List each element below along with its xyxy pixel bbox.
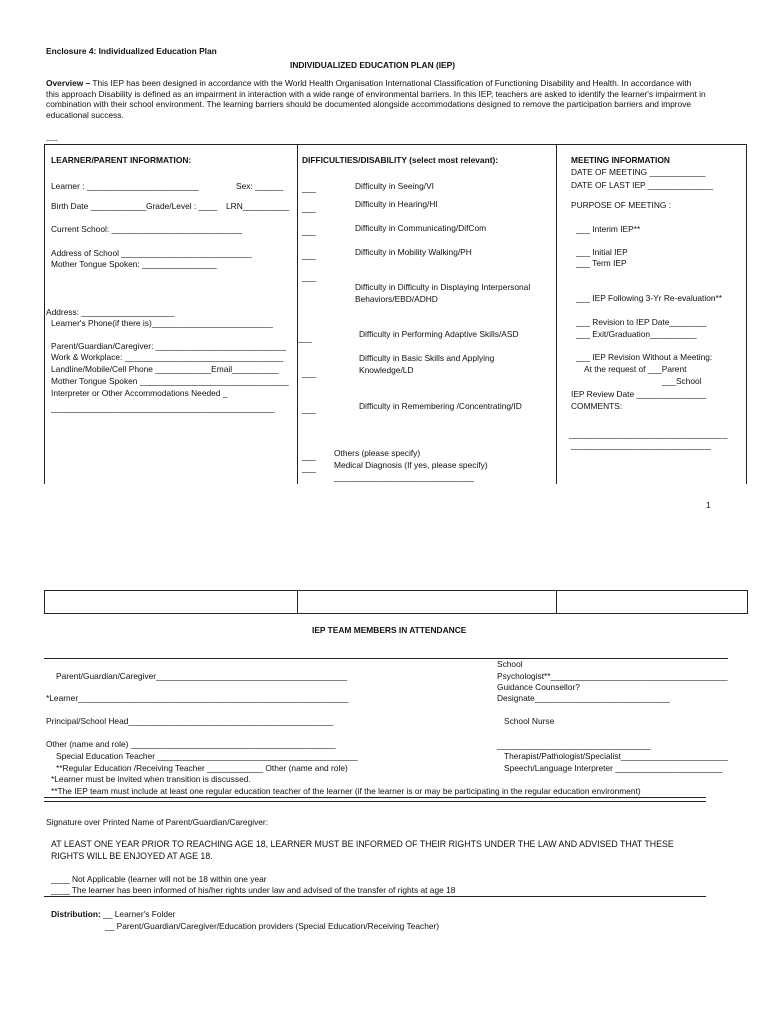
mother-tongue-field: Mother Tongue Spoken: ________________ [51, 259, 217, 269]
distribution-label: Distribution: [51, 909, 101, 919]
signature-label: Signature over Printed Name of Parent/Guardian/Caregiver: [46, 817, 269, 827]
team-top-rule [44, 658, 728, 659]
team-speech-line: Speech/Language Interpreter _______________________ [504, 763, 723, 773]
overview-paragraph [46, 78, 706, 120]
check-blank: ___ [298, 333, 312, 343]
medical-diagnosis-item: Medical Diagnosis (If yes, please specify) [334, 460, 488, 470]
continuation-table [44, 590, 748, 614]
address-of-school-field: Address of School ____________________________ [51, 248, 252, 258]
table-left-border [44, 144, 45, 484]
parent-field: Parent/Guardian/Caregiver: ____________________________ [51, 341, 287, 351]
difficulty-item: Difficulty in Communicating/DifCom [355, 223, 487, 233]
team-learner-line: *Learner__________________________________________________________ [46, 693, 349, 703]
page-title: INDIVIDUALIZED EDUCATION PLAN (IEP) [290, 60, 456, 70]
request-parent-option: At the request of ___Parent [584, 364, 687, 374]
check-blank: ___ [302, 463, 316, 473]
purpose-of-meeting-label: PURPOSE OF MEETING : [571, 200, 672, 210]
date-of-meeting-field: DATE OF MEETING ____________ [571, 167, 706, 177]
difficulty-item: Difficulty in Basic Skills and Applying [359, 353, 495, 363]
team-sped-teacher-line: Special Education Teacher ___________________________________________ [56, 751, 358, 761]
team-guidance-label: Guidance Counsellor? [497, 682, 580, 692]
rights-informed-option: ____ The learner has been informed of his/her rights under law and advised of the transfer of rights at age 18 [51, 885, 456, 895]
revision-option: ___ Revision to IEP Date________ [576, 317, 707, 327]
team-bottom-rule [44, 797, 706, 798]
address-field: Address: ____________________ [46, 307, 175, 317]
comments-label: COMMENTS: [571, 401, 623, 411]
table-right-border [746, 144, 747, 484]
distribution-line-2: __ Parent/Guardian/Caregiver/Education providers (Special Education/Receiving Teacher) [105, 921, 440, 931]
lrn-field: LRN__________ [226, 201, 290, 211]
team-designate-line: Designate_____________________________ [497, 693, 670, 703]
distribution-line-1 [51, 909, 175, 919]
comments-line: __________________________________ [569, 429, 728, 439]
team-therapist-line: Therapist/Pathologist/Specialist_______________________ [504, 751, 728, 761]
enclosure-label: Enclosure 4: Individualized Education Plan [46, 46, 217, 56]
short-divider [46, 140, 58, 141]
difficulty-item: Knowledge/LD [359, 365, 414, 375]
difficulty-item: Difficulty in Difficulty in Displaying Interpersonal [355, 282, 531, 292]
team-members-heading: IEP TEAM MEMBERS IN ATTENDANCE [312, 625, 467, 635]
team-school-nurse-label: School Nurse [504, 716, 555, 726]
team-school-label: School [497, 659, 523, 669]
interim-iep-option: ___ Interim IEP** [576, 224, 641, 234]
current-school-field: Current School: ____________________________ [51, 224, 242, 234]
check-blank: ___ [302, 250, 316, 260]
difficulty-item: Difficulty in Hearing/HI [355, 199, 438, 209]
difficulty-item: Difficulty in Remembering /Concentrating/ID [359, 401, 522, 411]
distribution-learner-folder: __ Learner's Folder [100, 909, 176, 919]
continuation-divider-2 [556, 590, 557, 613]
check-blank: ___ [302, 272, 316, 282]
learner-phone-field: Learner's Phone(if there is)__________________________ [51, 318, 273, 328]
birth-date-field: Birth Date ____________ [51, 201, 147, 211]
exit-graduation-option: ___ Exit/Graduation__________ [576, 329, 697, 339]
overview-label: Overview – [46, 78, 91, 88]
interpreter-blank-line: ________________________________________________ [51, 403, 275, 413]
work-field: Work & Workplace: __________________________________ [51, 352, 284, 362]
initial-iep-option: ___ Initial IEP [576, 247, 628, 257]
interpreter-field: Interpreter or Other Accommodations Needed _ [51, 388, 228, 398]
date-of-last-iep-field: DATE OF LAST IEP ______________ [571, 180, 714, 190]
team-note-regular-teacher: **The IEP team must include at least one regular education teacher of the learner (if the learner is or may be participating in the regular education environment) [51, 786, 641, 796]
age18-notice-line1: AT LEAST ONE YEAR PRIOR TO REACHING AGE 18, LEARNER MUST BE INFORMED OF THEIR RIGHTS UNDER THE LAW AND ADVISED THAT THESE [51, 839, 674, 849]
iep-review-date-field: IEP Review Date _______________ [571, 389, 707, 399]
team-principal-line: Principal/School Head____________________________________________ [46, 716, 334, 726]
check-blank: ___ [302, 404, 316, 414]
difficulty-item: Difficulty in Seeing/VI [355, 181, 434, 191]
difficulty-item: Difficulty in Mobility Walking/PH [355, 247, 472, 257]
difficulties-heading: DIFFICULTIES/DISABILITY (select most relevant): [302, 155, 499, 165]
check-blank: ___ [302, 451, 316, 461]
check-blank: ___ [302, 368, 316, 378]
check-blank: ___ [302, 183, 316, 193]
difficulty-item: Difficulty in Performing Adaptive Skills/ASD [359, 329, 519, 339]
team-parent-line: Parent/Guardian/Caregiver_________________________________________ [56, 671, 348, 681]
term-iep-option: ___ Term IEP [576, 258, 627, 268]
page-number: 1 [706, 500, 711, 510]
team-psychologist-line: Psychologist**______________________________________ [497, 671, 728, 681]
medical-diagnosis-line: ______________________________ [334, 472, 474, 482]
team-other-line: Other (name and role) ____________________________________________ [46, 739, 336, 749]
check-blank: ___ [302, 203, 316, 213]
footer-rule [44, 896, 706, 897]
age18-notice-line2: RIGHTS WILL BE ENJOYED AT AGE 18. [51, 851, 213, 861]
learner-field: Learner : ________________________ [51, 181, 199, 191]
others-item: Others (please specify) [334, 448, 421, 458]
table-divider-2 [556, 144, 557, 484]
revision-without-meeting-option: ___ IEP Revision Without a Meeting: [576, 352, 713, 362]
learner-info-heading: LEARNER/PARENT INFORMATION: [51, 155, 192, 165]
comments-line: ______________________________ [571, 440, 711, 450]
team-bottom-rule-2 [44, 801, 706, 802]
meeting-info-heading: MEETING INFORMATION [571, 155, 670, 165]
mother-tongue-field-2: Mother Tongue Spoken ________________________________ [51, 376, 289, 386]
team-note-learner: *Learner must be invited when transition is discussed. [51, 774, 251, 784]
table-top-border [44, 144, 747, 145]
check-blank: ___ [302, 226, 316, 236]
request-school-option: ___School [662, 376, 702, 386]
team-regular-teacher-line: **Regular Education /Receiving Teacher ____________ Other (name and role) [56, 763, 348, 773]
difficulty-item: Behaviors/EBD/ADHD [355, 294, 438, 304]
continuation-divider-1 [297, 590, 298, 613]
not-applicable-option: ____ Not Applicable (learner will not be 18 within one year [51, 874, 267, 884]
sex-field: Sex: ______ [236, 181, 284, 191]
grade-level-field: Grade/Level : ____ [146, 201, 218, 211]
team-therapist-blank: _________________________________ [497, 740, 651, 750]
re-evaluation-option: ___ IEP Following 3-Yr Re-evaluation** [576, 293, 723, 303]
table-divider-1 [297, 144, 298, 484]
overview-text: This IEP has been designed in accordance with the World Health Organisation International Classification of Functioning Disability and Health. In accordance with this approach Disability is defined as an impairment in interaction with a wide range of environmental barriers. In this IEP, teachers are asked to identify the learner's impairment in combination with their school environment. The learning barriers should be documented alongside accommodations designed to remove the participation barriers and improve educational success. [46, 78, 706, 120]
landline-email-field: Landline/Mobile/Cell Phone ____________Email__________ [51, 364, 279, 374]
